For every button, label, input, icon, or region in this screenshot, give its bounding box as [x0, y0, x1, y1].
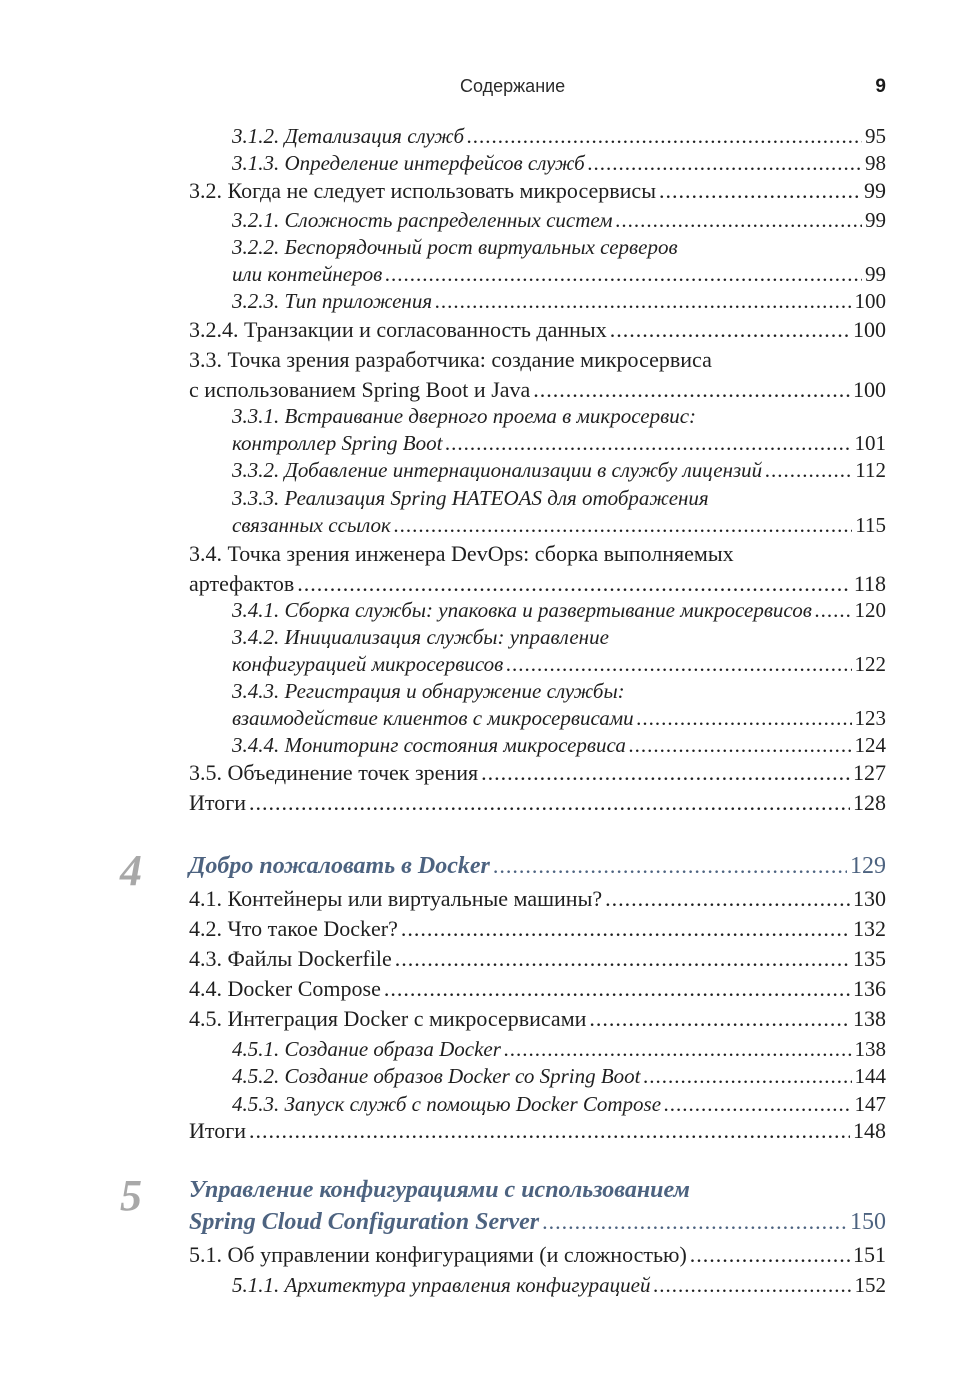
- toc-entry-4-5-2[interactable]: [232, 1063, 886, 1090]
- toc-entry-3-1-2[interactable]: [232, 123, 886, 150]
- chapter-title-line-1: Управление конфигурациями с использованием: [189, 1177, 690, 1203]
- toc-entry-title-line-2: конфигурацией микросервисов: [232, 652, 504, 676]
- toc-entry-title: Итоги: [189, 790, 247, 815]
- toc-entry-page: 99: [865, 262, 886, 286]
- leader-dots: [616, 207, 862, 234]
- toc-entry-page: 100: [853, 377, 886, 402]
- toc-entry-3-4-4[interactable]: [232, 732, 886, 759]
- toc-entry-title-line-1: 3.3. Точка зрения разработчика: создание микросервиса: [189, 347, 712, 372]
- toc-entry-title: 4.4. Docker Compose: [189, 976, 381, 1001]
- toc-entry-page: 136: [853, 976, 886, 1001]
- toc-entry-title: 3.2.4. Транзакции и согласованность данных: [189, 317, 607, 342]
- toc-entry-page: 128: [853, 790, 886, 815]
- toc-entry-page: 132: [853, 916, 886, 941]
- toc-entry-title: 3.2. Когда не следует использовать микросервисы: [189, 178, 656, 203]
- leader-dots: [765, 457, 852, 484]
- toc-entry-title-line-2: с использованием Spring Boot и Java: [189, 377, 531, 402]
- toc-entry-title: 3.1.3. Определение интерфейсов служб: [232, 151, 585, 175]
- leader-dots: [297, 569, 851, 599]
- toc-entry-4-1[interactable]: [189, 884, 886, 914]
- leader-dots: [815, 597, 852, 624]
- toc-entry-title-line-1: 3.3.1. Встраивание дверного проема в микросервис:: [232, 404, 697, 428]
- leader-dots: [644, 1063, 852, 1090]
- toc-entry-title: 3.5. Объединение точек зрения: [189, 760, 479, 785]
- chapter-title: Добро пожаловать в Docker: [189, 853, 490, 879]
- toc-entry-title: 4.5.1. Создание образа Docker: [232, 1037, 501, 1061]
- toc-entry-page: 148: [853, 1118, 886, 1143]
- chapter-number-5: 5: [120, 1171, 142, 1220]
- toc-entry-title-line-2: связанных ссылок: [232, 513, 391, 537]
- toc-entry-title: 4.2. Что такое Docker?: [189, 916, 398, 941]
- page-number: 9: [875, 76, 886, 97]
- leader-dots: [653, 1272, 851, 1299]
- toc-entry-4-5-1[interactable]: [232, 1036, 886, 1063]
- toc-entry-3-4-2[interactable]: [232, 624, 886, 678]
- leader-dots: [589, 1004, 850, 1034]
- toc-entry-page: 100: [853, 317, 886, 342]
- toc-entry-4-2[interactable]: [189, 914, 886, 944]
- toc-entry-page: 144: [854, 1064, 886, 1088]
- leader-dots: [481, 758, 850, 788]
- toc-entry-page: 112: [855, 458, 886, 482]
- toc-entry-title: 3.4.1. Сборка службы: упаковка и развертывание микросервисов: [232, 598, 812, 622]
- leader-dots: [637, 705, 852, 732]
- toc-entry-page: 138: [854, 1037, 886, 1061]
- leader-dots: [445, 430, 851, 457]
- toc-entry-title-line-2: контроллер Spring Boot: [232, 431, 443, 455]
- toc-entry-3-2-2[interactable]: [232, 234, 886, 288]
- toc-entry-page: 151: [853, 1242, 886, 1267]
- toc-entry-title-line-1: 3.2.2. Беспорядочный рост виртуальных серверов: [232, 235, 678, 259]
- toc-entry-page: 100: [854, 289, 886, 313]
- toc-entry-3-1-3[interactable]: [232, 150, 886, 177]
- toc-entry-5-1-1[interactable]: [232, 1272, 886, 1299]
- leader-dots: [504, 1036, 852, 1063]
- toc-entry-3-4-1[interactable]: [232, 597, 886, 624]
- toc-entry-title: 4.1. Контейнеры или виртуальные машины?: [189, 886, 603, 911]
- toc-entry-page: 127: [853, 760, 886, 785]
- toc-entry-summary-3[interactable]: [189, 788, 886, 818]
- toc-entry-title-line-2: взаимодействие клиентов с микросервисами: [232, 706, 634, 730]
- leader-dots: [659, 176, 861, 206]
- toc-entry-title: 5.1. Об управлении конфигурациями (и сложностью): [189, 1242, 687, 1267]
- toc-entry-page: 122: [854, 652, 886, 676]
- toc-chapter-5[interactable]: [189, 1174, 886, 1238]
- toc-entry-3-2-1[interactable]: [232, 207, 886, 234]
- toc-entry-page: 147: [854, 1092, 886, 1116]
- toc-entry-title: 4.5.3. Запуск служб с помощью Docker Compose: [232, 1092, 662, 1116]
- toc-entry-title-line-2: или контейнеров: [232, 262, 383, 286]
- toc-entry-title: 5.1.1. Архитектура управления конфигурацией: [232, 1273, 651, 1297]
- leader-dots: [605, 884, 850, 914]
- toc-entry-page: 120: [854, 598, 886, 622]
- leader-dots: [249, 1116, 850, 1146]
- toc-entry-page: 124: [854, 733, 886, 757]
- toc-entry-page: 99: [865, 208, 886, 232]
- toc-entry-title: 3.3.2. Добавление интернационализации в службу лицензий: [232, 458, 763, 482]
- leader-dots: [610, 315, 850, 345]
- toc-entry-title: Итоги: [189, 1118, 247, 1143]
- toc-entry-3-5[interactable]: [189, 758, 886, 788]
- toc-entry-3-3-1[interactable]: [232, 403, 886, 457]
- chapter-number-4: 4: [120, 846, 142, 895]
- toc-entry-3-3-3[interactable]: [232, 485, 886, 539]
- toc-entry-page: 152: [854, 1273, 886, 1297]
- toc-entry-5-1[interactable]: [189, 1240, 886, 1270]
- toc-entry-page: 129: [850, 853, 886, 879]
- toc-entry-title: 3.1.2. Детализация служб: [232, 124, 465, 148]
- leader-dots: [690, 1240, 850, 1270]
- toc-entry-title: 4.3. Файлы Dockerfile: [189, 946, 392, 971]
- toc-entry-4-5-3[interactable]: [232, 1091, 886, 1118]
- leader-dots: [435, 288, 851, 315]
- toc-entry-3-4-3[interactable]: [232, 678, 886, 732]
- leader-dots: [385, 261, 862, 288]
- leader-dots: [588, 150, 862, 177]
- toc-entry-title-line-2: артефактов: [189, 571, 295, 596]
- toc-entry-3-3[interactable]: [189, 345, 886, 405]
- leader-dots: [542, 1206, 847, 1238]
- leader-dots: [664, 1091, 851, 1118]
- toc-entry-4-4[interactable]: [189, 974, 886, 1004]
- toc-entry-page: 101: [854, 431, 886, 455]
- leader-dots: [395, 944, 850, 974]
- toc-entry-title: 3.2.3. Тип приложения: [232, 289, 433, 313]
- leader-dots: [401, 914, 850, 944]
- toc-entry-3-3-2[interactable]: [232, 457, 886, 484]
- toc-entry-page: 118: [853, 571, 886, 596]
- running-header-title: Содержание: [460, 76, 566, 96]
- leader-dots: [384, 974, 850, 1004]
- toc-entry-3-4[interactable]: [189, 539, 886, 599]
- leader-dots: [629, 732, 852, 759]
- toc-entry-page: 123: [854, 706, 886, 730]
- toc-chapter-4[interactable]: [189, 850, 886, 882]
- toc-entry-page: 95: [865, 124, 886, 148]
- leader-dots: [493, 850, 847, 882]
- toc-entry-title-line-1: 3.4.3. Регистрация и обнаружение службы:: [232, 679, 625, 703]
- toc-entry-3-2-4[interactable]: [189, 315, 886, 345]
- toc-entry-3-2[interactable]: [189, 176, 886, 206]
- toc-entry-page: 130: [853, 886, 886, 911]
- toc-entry-summary-4[interactable]: [189, 1116, 886, 1146]
- leader-dots: [394, 512, 852, 539]
- leader-dots: [506, 651, 851, 678]
- toc-entry-title-line-1: 3.4.2. Инициализация службы: управление: [232, 625, 609, 649]
- toc-entry-page: 150: [850, 1209, 886, 1235]
- toc-entry-page: 135: [853, 946, 886, 971]
- toc-entry-title: 4.5.2. Создание образов Docker со Spring Boot: [232, 1064, 641, 1088]
- leader-dots: [533, 375, 850, 405]
- toc-entry-3-2-3[interactable]: [232, 288, 886, 315]
- toc-entry-title-line-1: 3.3.3. Реализация Spring HATEOAS для отображения: [232, 486, 709, 510]
- toc-entry-title: 3.4.4. Мониторинг состояния микросервиса: [232, 733, 626, 757]
- toc-entry-page: 99: [864, 178, 886, 203]
- toc-entry-page: 98: [865, 151, 886, 175]
- toc-entry-title-line-1: 3.4. Точка зрения инженера DevOps: сборка выполняемых: [189, 541, 734, 566]
- toc-entry-4-5[interactable]: [189, 1004, 886, 1034]
- toc-entry-page: 115: [855, 513, 886, 537]
- chapter-title-line-2: Spring Cloud Configuration Server: [189, 1209, 540, 1235]
- toc-entry-page: 138: [853, 1006, 886, 1031]
- leader-dots: [249, 788, 850, 818]
- toc-entry-4-3[interactable]: [189, 944, 886, 974]
- toc-entry-title: 3.2.1. Сложность распределенных систем: [232, 208, 613, 232]
- leader-dots: [467, 123, 862, 150]
- toc-entry-title: 4.5. Интеграция Docker с микросервисами: [189, 1006, 587, 1031]
